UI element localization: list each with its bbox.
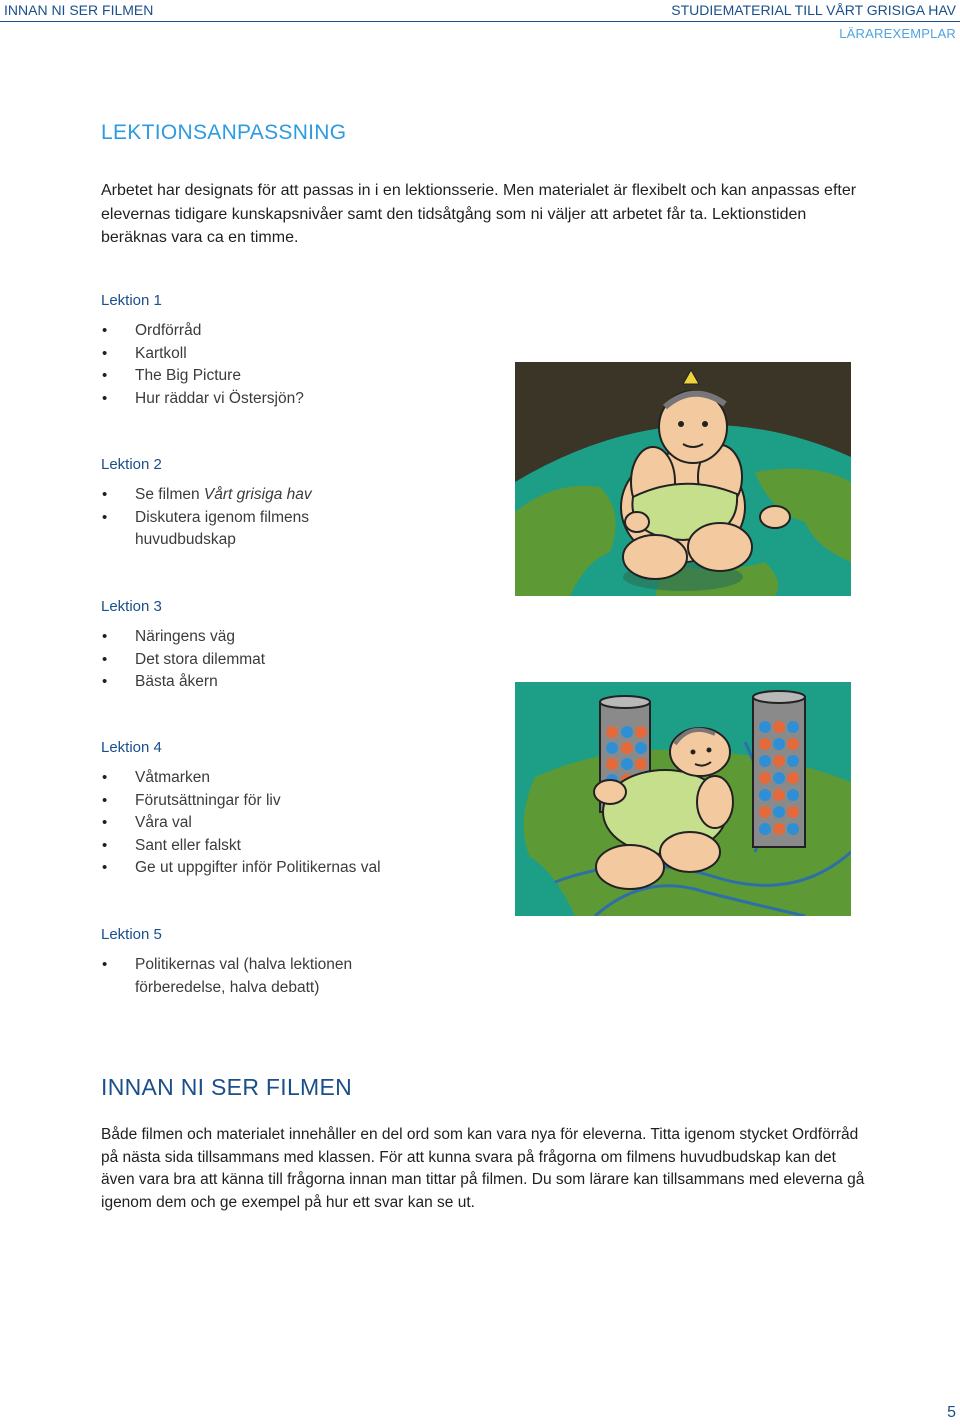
list-item-prefix: Se filmen [135,486,204,503]
header-teacher-copy: LÄRAREXEMPLAR [839,26,956,41]
list-item: • Näringens väg [101,626,481,649]
list-item: • Ge ut uppgifter inför Politikernas val [101,857,481,880]
header-section-title: INNAN NI SER FILMEN [4,2,154,18]
list-item: • Det stora dilemmat [101,649,481,672]
illustration-figure-with-tubes [515,682,851,916]
list-item: • The Big Picture [101,365,481,388]
list-item: • Ordförråd [101,320,481,343]
body-paragraph: Både filmen och materialet innehåller en del ord som kan vara nya för eleverna. Titta igenom stycket Ordförråd på nästa sida tillsammans med klassen. För att kunna svara på frågorna om filmens huvudbudskap kan det även vara bra att känna till frågorna innan man tittar på filmen. Du som lärare kan tillsammans med eleverna gå igenom dem och ge exempel på hur ett svar kan se ut. [101,1126,865,1211]
list-item [101,484,391,507]
lesson-3-title: Lektion 3 [101,598,162,615]
lesson-2-title: Lektion 2 [101,456,162,473]
lesson-5-title: Lektion 5 [101,926,162,943]
header-material-title: STUDIEMATERIAL TILL VÅRT GRISIGA HAV [671,2,956,18]
section-title-lektionsanpassning: LEKTIONSANPASSNING [101,121,347,144]
page-number: 5 [947,1404,956,1421]
list-item: • Hur räddar vi Östersjön? [101,388,481,411]
section-title-innan-ni-ser-filmen: INNAN NI SER FILMEN [101,1074,353,1100]
list-item: • Politikernas val (halva lektionen förberedelse, halva debatt) [101,954,401,999]
header-rule [0,21,960,22]
list-item: • Bästa åkern [101,671,481,694]
list-item: • Sant eller falskt [101,835,481,858]
lesson-4-title: Lektion 4 [101,739,162,756]
lesson-1-title: Lektion 1 [101,292,162,309]
lesson-2-list [101,484,391,552]
list-item: • Kartkoll [101,343,481,366]
list-item: • Diskutera igenom filmens huvudbudskap [101,507,391,552]
lesson-5-list [101,954,401,999]
illustration-figure-on-globe [515,362,851,596]
lesson-4-list [101,767,481,880]
list-item: • Förutsättningar för liv [101,790,481,813]
list-item: • Våra val [101,812,481,835]
film-title: Vårt grisiga hav [203,486,312,503]
intro-paragraph: Arbetet har designats för att passas in i en lektionsserie. Men materialet är flexibelt och kan anpassas efter elevernas tidigare kunskapsnivåer samt den tidsåtgång som ni väljer att arbetet får ta. Lektionstiden beräknas vara ca en timme. [101,182,857,246]
lesson-3-list [101,626,481,694]
list-item: • Våtmarken [101,767,481,790]
lesson-1-list [101,320,481,410]
